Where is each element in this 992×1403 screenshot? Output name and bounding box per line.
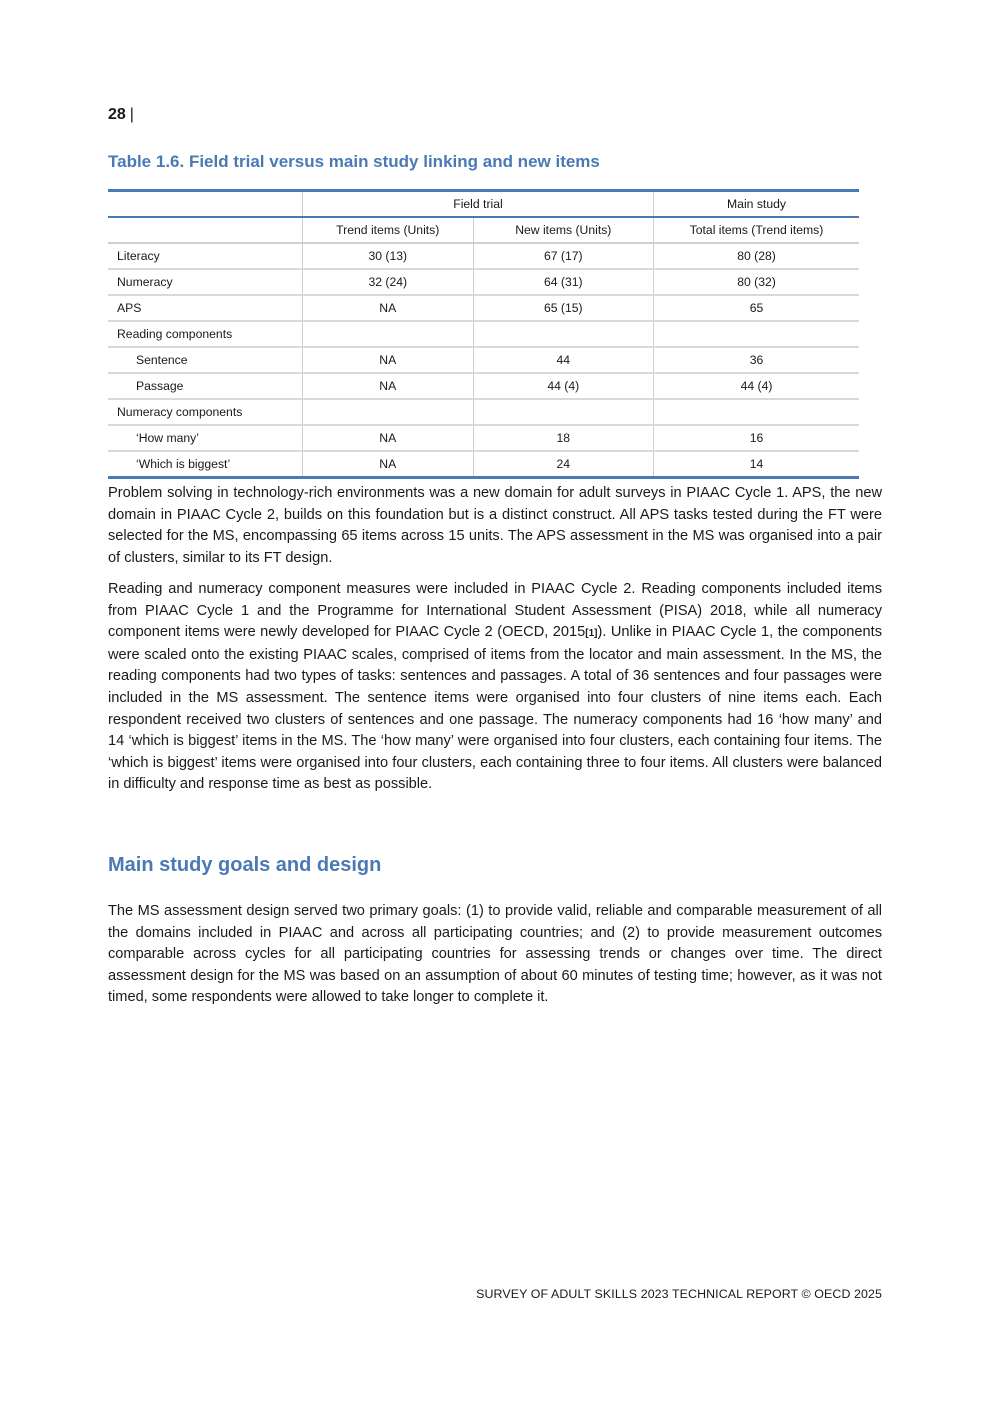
page-number [108,106,134,124]
table-row [108,243,859,269]
row-label: Sentence [108,347,302,373]
page-number-value: 28 [108,106,126,123]
row-label: Reading components [108,321,302,347]
table-row [108,399,859,425]
group-header-field-trial: Field trial [302,191,653,218]
table-corner-cell [108,191,302,218]
table-row [108,347,859,373]
paragraph-components-text-1: Reading and numeracy component measures were included in PIAAC Cycle 2. Reading components included items from PIAAC Cycle 1 and the Programme for International Student Assessment (PISA) 2018, while all numeracy component items were newly developed for PIAAC Cycle 2 (OECD, 2015 [108,581,882,641]
page-footer: SURVEY OF ADULT SKILLS 2023 TECHNICAL REPORT © OECD 2025 [476,1287,882,1301]
cell-new: 44 [473,347,653,373]
cell-new: 24 [473,451,653,478]
cell-total [654,321,860,347]
items-table [108,189,859,479]
row-label: Numeracy [108,269,302,295]
table-group-header-row [108,191,859,218]
cell-trend: NA [302,347,473,373]
table-row [108,269,859,295]
column-header-total-items: Total items (Trend items) [654,217,860,243]
cell-new: 65 (15) [473,295,653,321]
paragraph-components [108,579,882,796]
cell-total: 36 [654,347,860,373]
cell-total: 16 [654,425,860,451]
cell-trend: NA [302,425,473,451]
table-row [108,425,859,451]
row-label: Passage [108,373,302,399]
section-heading: Main study goals and design [108,854,382,876]
cell-trend: NA [302,373,473,399]
paragraph-components-text-2: ). Unlike in PIAAC Cycle 1, the components were scaled onto the existing PIAAC scales, comprised of items from the locator and main assessment. In the MS, the reading components had two types of tasks: sentences and passages. A total of 36 sentences and four passages were included in the MS assessment. The sentence items were organised into four clusters of nine items each. Each respondent received two clusters of sentences and one passage. The numeracy components had 16 ‘how many’ and 14 ‘which is biggest’ items in the MS. The ‘how many’ were organised into four clusters, each containing four items. The ‘which is biggest’ items were organised into four clusters, each containing three to four items. All clusters were balanced in difficulty and response time as best as possible. [108,624,882,793]
table-title: Table 1.6. Field trial versus main study linking and new items [108,152,600,171]
cell-trend: 32 (24) [302,269,473,295]
cell-trend [302,399,473,425]
cell-new: 64 (31) [473,269,653,295]
page-number-separator: | [129,106,134,123]
cell-total: 44 (4) [654,373,860,399]
cell-total: 80 (32) [654,269,860,295]
row-label: ‘How many’ [108,425,302,451]
group-header-main-study: Main study [654,191,860,218]
paragraph-ms-goals: The MS assessment design served two primary goals: (1) to provide valid, reliable and comparable measurement of all the domains included in PIAAC and across all participating countries; and (2) to provide measurement outcomes comparable across cycles for all participating countries for assessing trends or changes over time. The direct assessment design for the MS was based on an assumption of about 60 minutes of testing time; however, as it was not timed, some respondents were allowed to take longer to complete it. [108,903,882,1006]
cell-trend: NA [302,295,473,321]
table-row [108,373,859,399]
cell-total: 14 [654,451,860,478]
row-label: Numeracy components [108,399,302,425]
cell-new: 44 (4) [473,373,653,399]
cell-new: 18 [473,425,653,451]
table-column-header-row [108,217,859,243]
cell-new [473,399,653,425]
table-row [108,321,859,347]
column-header-new-items: New items (Units) [473,217,653,243]
table-header-blank [108,217,302,243]
cell-total: 65 [654,295,860,321]
cell-trend: 30 (13) [302,243,473,269]
column-header-trend-items: Trend items (Units) [302,217,473,243]
citation-reference-link[interactable]: [1] [585,628,598,640]
row-label: ‘Which is biggest’ [136,457,231,471]
cell-total: 80 (28) [654,243,860,269]
cell-new: 67 (17) [473,243,653,269]
row-label: APS [108,295,302,321]
paragraph-aps: Problem solving in technology-rich environments was a new domain for adult surveys in PIAAC Cycle 1. APS, the new domain in PIAAC Cycle 2, builds on this foundation but is a distinct construct. All APS tasks tested during the FT were selected for the MS, encompassing 65 items across 15 units. The APS assessment in the MS was organised into a pair of clusters, similar to its FT design. [108,485,882,566]
cell-trend: NA [302,451,473,478]
cell-new [473,321,653,347]
table-row [108,295,859,321]
cell-trend [302,321,473,347]
cell-total [654,399,860,425]
row-label: Literacy [108,243,302,269]
table-row [108,451,859,478]
